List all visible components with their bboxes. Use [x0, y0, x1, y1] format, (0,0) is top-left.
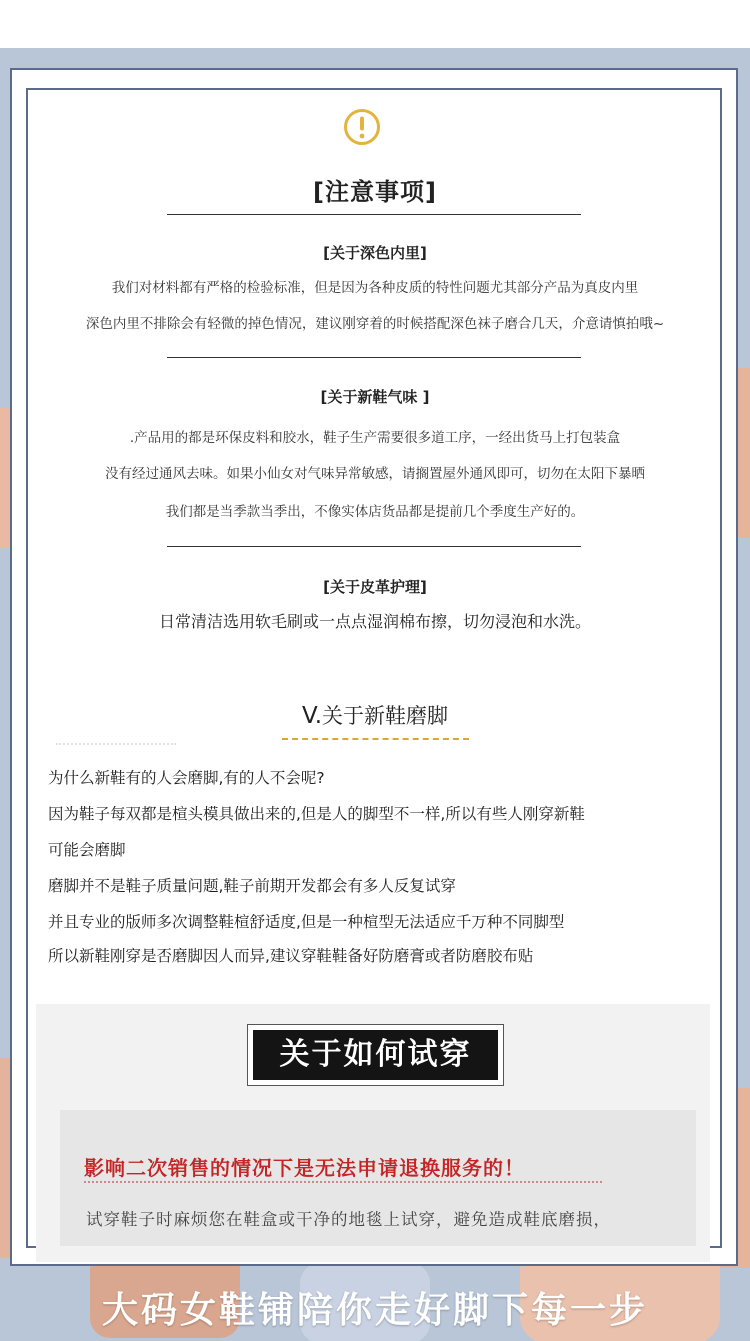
divider: [167, 214, 581, 215]
section-heading-dark-lining: [关于深色内里]: [323, 244, 427, 262]
blister-paragraph: 因为鞋子每双都是楦头模具做出来的,但是人的脚型不一样,所以有些人刚穿新鞋: [48, 805, 585, 823]
blister-paragraph: 并且专业的版师多次调整鞋楦舒适度,但是一种楦型无法适应千万种不同脚型: [48, 913, 565, 931]
blister-paragraph: 为什么新鞋有的人会磨脚,有的人不会呢?: [48, 769, 325, 787]
bottom-slogan: 大码女鞋铺陪你走好脚下每一步: [101, 1290, 648, 1331]
blister-marker: V.: [301, 703, 323, 729]
try-on-banner: 关于如何试穿: [253, 1030, 498, 1080]
try-on-warning-underline: [84, 1181, 602, 1183]
section-text: 我们对材料都有严格的检验标准，但是因为各种皮质的特性问题尤其部分产品为真皮内里: [111, 280, 639, 296]
try-on-warning: 影响二次销售的情况下是无法申请退换服务的！: [84, 1156, 525, 1180]
blister-title-underline: [282, 738, 469, 740]
blister-title: [0, 700, 750, 730]
divider: [167, 357, 581, 358]
section-text: 日常清洁选用软毛刷或一点点湿润棉布擦，切勿浸泡和水洗。: [158, 612, 591, 631]
blister-paragraph: 所以新鞋刚穿是否磨脚因人而异,建议穿鞋鞋备好防磨膏或者防磨胶布贴: [48, 947, 534, 965]
faint-rule: [56, 743, 176, 745]
section-heading-new-shoe-smell: [关于新鞋气味 ]: [320, 388, 430, 406]
section-text: 深色内里不排除会有轻微的掉色情况，建议刚穿着的时候搭配深色袜子磨合几天，介意请慎拍哦~: [85, 316, 665, 332]
section-text: 我们都是当季款当季出，不像实体店货品都是提前几个季度生产好的。: [165, 504, 585, 520]
divider: [167, 546, 581, 547]
blister-paragraph: 磨脚并不是鞋子质量问题,鞋子前期开发都会有多人反复试穿: [48, 877, 456, 895]
blister-title-text: 关于新鞋磨脚: [322, 704, 449, 728]
try-on-tip: 试穿鞋子时麻烦您在鞋盒或干净的地毯上试穿，避免造成鞋底磨损，: [86, 1210, 611, 1229]
section-heading-leather-care: [关于皮革护理]: [323, 578, 427, 596]
exclamation-circle-icon: [343, 108, 381, 146]
section-text: .产品用的都是环保皮料和胶水，鞋子生产需要很多道工序，一经出货马上打包装盒: [129, 430, 621, 446]
section-text: 没有经过通风去味。如果小仙女对气味异常敏感，请搁置屋外通风即可，切勿在太阳下暴晒: [105, 466, 645, 482]
page-title: [注意事项]: [313, 178, 437, 206]
try-on-banner-frame: [247, 1024, 504, 1086]
blister-paragraph: 可能会磨脚: [48, 841, 126, 859]
